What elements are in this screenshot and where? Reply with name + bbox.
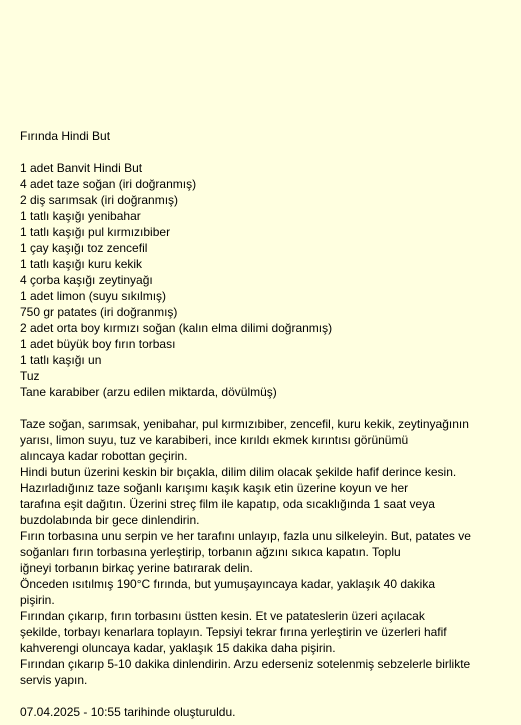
- instruction-line: soğanları fırın torbasına yerleştirip, torbanın ağzını sıkıca kapatın. Toplu: [20, 545, 401, 559]
- instruction-line: pişirin.: [20, 593, 55, 607]
- ingredient-list: [20, 160, 516, 400]
- ingredient-item: 1 tatlı kaşığı kuru kekik: [20, 257, 143, 271]
- ingredient-item: 2 adet orta boy kırmızı soğan (kalın elma dilimi doğranmış): [20, 321, 333, 335]
- instruction-line: iğneyi torbanın birkaç yerine batırarak delin.: [20, 561, 253, 575]
- instruction-line: kahverengi oluncaya kadar, yaklaşık 15 dakika daha pişirin.: [20, 641, 336, 655]
- instruction-line: tarafına eşit dağıtın. Üzerini streç film ile kapatıp, oda sıcaklığında 1 saat veya: [20, 497, 435, 511]
- ingredient-item: 1 adet Banvit Hindi But: [20, 161, 143, 175]
- instruction-line: Fırından çıkarıp, fırın torbasını üstten kesin. Et ve patateslerin üzeri açılacak: [20, 609, 425, 623]
- ingredient-item: 1 tatlı kaşığı yenibahar: [20, 209, 141, 223]
- instruction-line: Hazırladığınız taze soğanlı karışımı kaşık kaşık etin üzerine koyun ve her: [20, 481, 409, 495]
- instruction-line: yarısı, limon suyu, tuz ve karabiberi, ince kırıldı ekmek kırıntısı görünümü: [20, 433, 409, 447]
- ingredient-item: 4 çorba kaşığı zeytinyağı: [20, 273, 153, 287]
- ingredient-item: 1 çay kaşığı toz zencefil: [20, 241, 148, 255]
- ingredient-item: 1 tatlı kaşığı un: [20, 353, 102, 367]
- spacer: [20, 144, 516, 160]
- instruction-line: Hindi butun üzerini keskin bir bıçakla, dilim dilim olacak şekilde hafif derince kesin.: [20, 465, 457, 479]
- ingredient-item: 1 adet büyük boy fırın torbası: [20, 337, 176, 351]
- spacer: [20, 400, 516, 416]
- ingredient-item: 1 adet limon (suyu sıkılmış): [20, 289, 167, 303]
- ingredient-item: Tane karabiber (arzu edilen miktarda, dövülmüş): [20, 385, 277, 399]
- instruction-line: Taze soğan, sarımsak, yenibahar, pul kırmızıbiber, zencefil, kuru kekik, zeytinyağının: [20, 417, 469, 431]
- ingredient-item: 4 adet taze soğan (iri doğranmış): [20, 177, 197, 191]
- instruction-line: şekilde, torbayı kenarlara toplayın. Tepsiyi tekrar fırına yerleştirin ve üzerleri hafif: [20, 625, 447, 639]
- instruction-line: buzdolabında bir gece dinlendirin.: [20, 513, 200, 527]
- instruction-line: Fırından çıkarıp 5-10 dakika dinlendirin. Arzu ederseniz sotelenmiş sebzelerle birlikte: [20, 657, 471, 671]
- recipe-title: Fırında Hindi But: [20, 129, 111, 143]
- ingredient-item: 2 diş sarımsak (iri doğranmış): [20, 193, 179, 207]
- instruction-line: alıncaya kadar robottan geçirin.: [20, 449, 188, 463]
- instruction-list: [20, 416, 516, 688]
- ingredient-item: 750 gr patates (iri doğranmış): [20, 305, 178, 319]
- spacer: [20, 688, 516, 704]
- recipe-document: [20, 128, 516, 720]
- instruction-line: servis yapın.: [20, 673, 88, 687]
- instruction-line: Önceden ısıtılmış 190°C fırında, but yumuşayıncaya kadar, yaklaşık 40 dakika: [20, 577, 436, 591]
- ingredient-item: 1 tatlı kaşığı pul kırmızıbiber: [20, 225, 171, 239]
- ingredient-item: Tuz: [20, 369, 40, 383]
- instruction-line: Fırın torbasına unu serpin ve her tarafını unlayıp, fazla unu silkeleyin. But, patates ve: [20, 529, 471, 543]
- created-timestamp: 07.04.2025 - 10:55 tarihinde oluşturuldu.: [20, 705, 236, 719]
